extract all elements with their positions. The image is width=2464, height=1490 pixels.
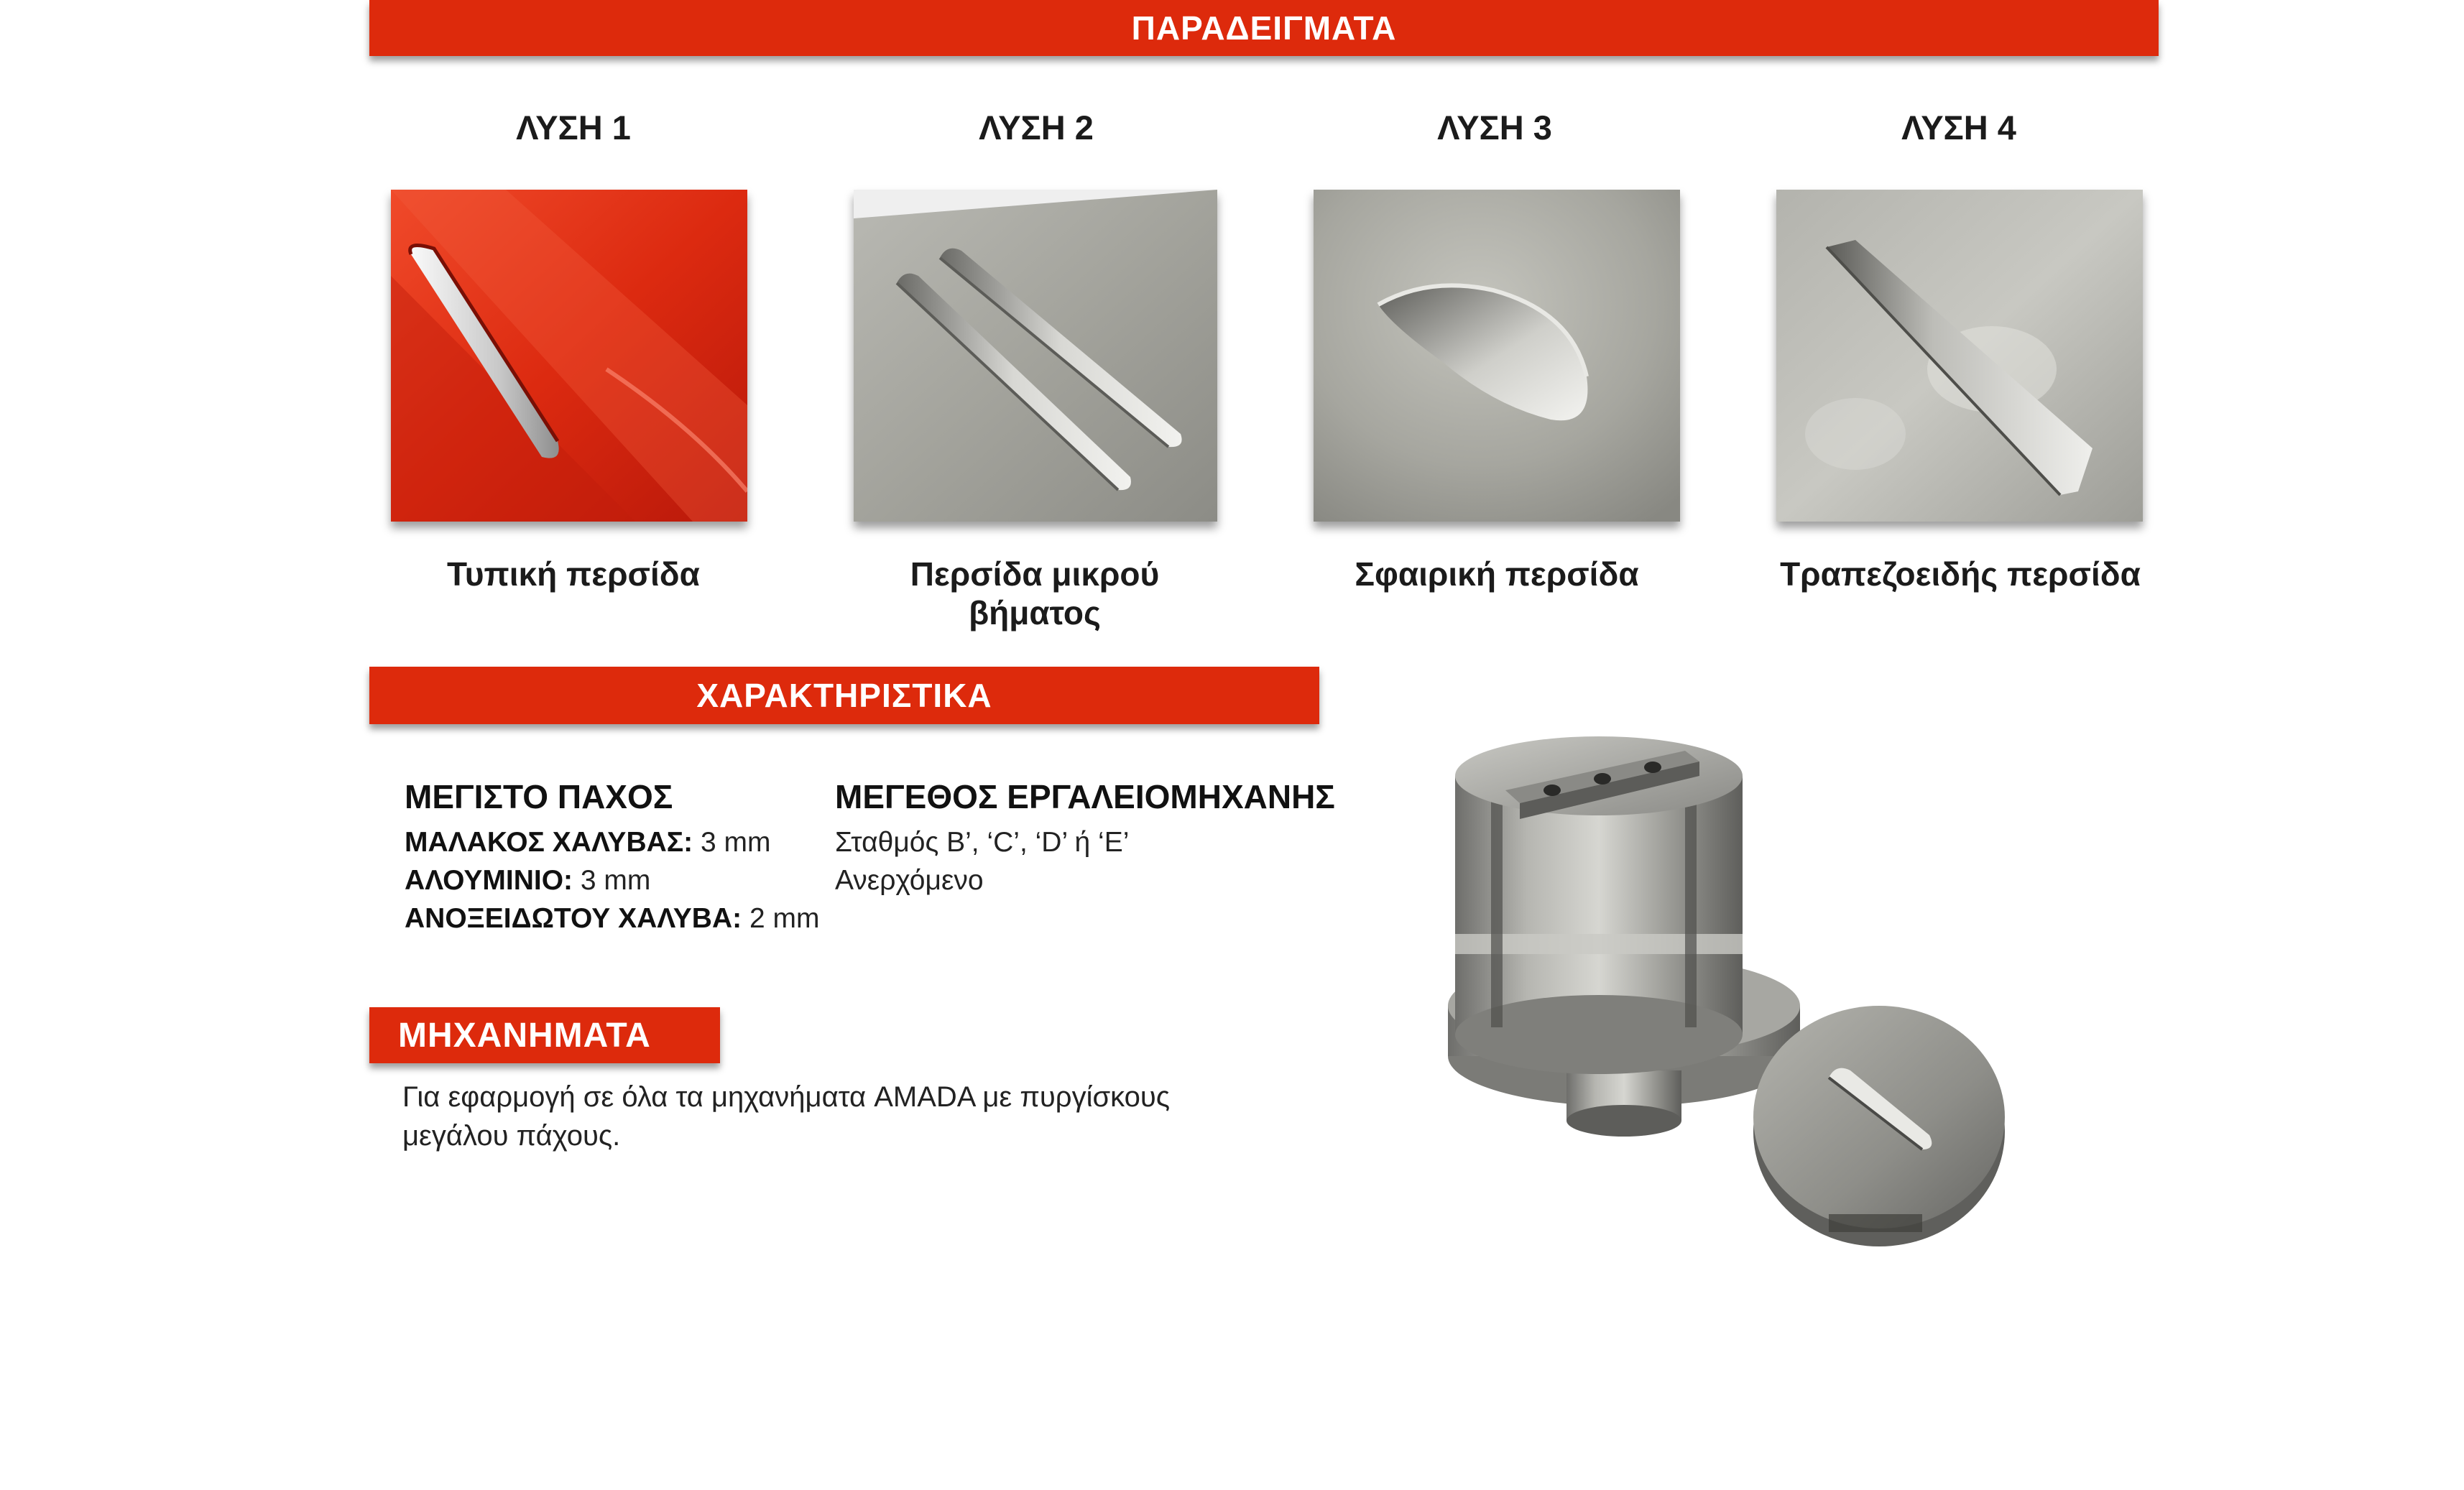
thickness-row-mild-steel: ΜΑΛΑΚΟΣ ΧΑΛΥΒΑΣ: 3 mm [405,827,771,858]
tool-size-type: Ανερχόμενο [835,865,984,896]
max-thickness-heading: ΜΕΓΙΣΤΟ ΠΑΧΟΣ [405,778,673,815]
section-title: ΧΑΡΑΚΤΗΡΙΣΤΙΚΑ [696,677,992,714]
tool-size-heading: ΜΕΓΕΘΟΣ ΕΡΓΑΛΕΙΟΜΗΧΑΝΗΣ [835,778,1335,815]
solution-3-title: ΛΥΣΗ 3 [1437,108,1552,147]
section-title: ΜΗΧΑΝΗΜΑΤΑ [398,1016,651,1055]
solution-1-title: ΛΥΣΗ 1 [516,108,631,147]
max-thickness-list [405,823,819,938]
solution-2-caption-line1: Περσίδα μικρού [910,555,1160,593]
solution-2-photo [854,190,1217,522]
solution-3-caption: Σφαιρική περσίδα [1355,555,1639,593]
machines-description [402,1078,1265,1155]
solution-4-caption: Τραπεζοειδής περσίδα [1780,555,2141,593]
section-header-machines [369,1007,720,1063]
machines-description-line2: μεγάλου πάχους. [402,1120,621,1152]
thickness-row-aluminium: ΑΛΟΥΜΙΝΙΟ: 3 mm [405,865,651,896]
solution-2-caption [819,555,1250,632]
tool-size-list [835,823,1129,899]
section-header-examples [369,0,2159,56]
section-title: ΠΑΡΑΔΕΙΓΜΑΤΑ [1131,9,1397,47]
thickness-row-stainless: ΑΝΟΞΕΙΔΩΤΟΥ ΧΑΛΥΒΑ: 2 mm [405,903,820,934]
solution-4-photo [1776,190,2143,522]
tool-size-stations: Σταθμός B’, ‘C’, ‘D’ ή ‘E’ [835,827,1130,858]
solution-2-caption-line2: βήματος [969,594,1101,631]
solution-3-photo [1314,190,1680,522]
solution-1-caption: Τυπική περσίδα [447,555,700,593]
solution-1-photo [391,190,747,522]
solution-2-title: ΛΥΣΗ 2 [979,108,1094,147]
louver-tool-photo [1426,718,2037,1272]
section-header-features [369,667,1319,724]
solution-4-title: ΛΥΣΗ 4 [1901,108,2016,147]
machines-description-line1: Για εφαρμογή σε όλα τα μηχανήματα AMADA με πυργίσκους [402,1081,1171,1113]
